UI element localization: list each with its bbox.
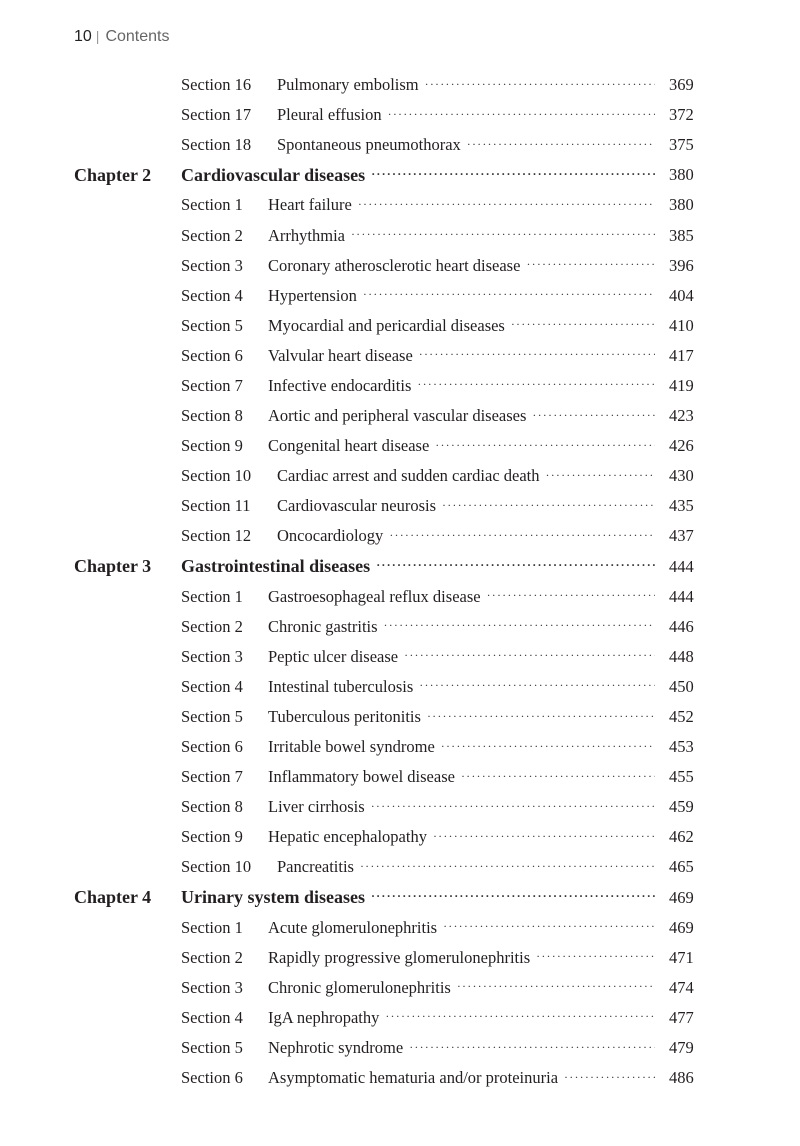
entry-page-number: 385: [669, 225, 694, 245]
entry-page-number: 396: [669, 255, 694, 275]
entry-label: Section 10: [181, 857, 252, 877]
entry-title: Intestinal tuberculosis: [268, 676, 414, 696]
dot-leader: [389, 528, 655, 543]
entry-title-line: [268, 316, 655, 336]
dot-leader: [427, 709, 655, 724]
entry-title-line: [268, 978, 655, 998]
entry-title: Pulmonary embolism: [277, 75, 419, 95]
entry-label: Section 6: [181, 1068, 243, 1088]
entry-label: Section 3: [181, 255, 243, 275]
entry-title: Inflammatory bowel disease: [268, 767, 455, 787]
entry-title: Pleural effusion: [277, 105, 382, 125]
entry-page-number: 469: [669, 887, 694, 907]
dot-leader: [409, 1040, 655, 1055]
entry-label: Section 10: [181, 466, 252, 486]
entry-title-line: [277, 526, 655, 546]
dot-leader: [360, 859, 655, 874]
toc-section-entry[interactable]: [0, 70, 800, 100]
toc-section-entry[interactable]: [0, 281, 800, 311]
entry-title-line: [268, 827, 655, 847]
toc-section-entry[interactable]: [0, 311, 800, 341]
entry-title: Arrhythmia: [268, 225, 345, 245]
entry-page-number: 426: [669, 436, 694, 456]
entry-title: Nephrotic syndrome: [268, 1038, 404, 1058]
toc-section-entry[interactable]: [0, 1003, 800, 1033]
dot-leader: [404, 648, 655, 663]
entry-title: Irritable bowel syndrome: [268, 737, 435, 757]
dot-leader: [467, 137, 655, 152]
dot-leader: [526, 257, 655, 272]
dot-leader: [433, 829, 655, 844]
page-number: 10: [74, 28, 92, 45]
entry-title-line: [277, 105, 655, 125]
entry-title-line: [268, 436, 655, 456]
toc-section-entry[interactable]: [0, 1033, 800, 1063]
toc-section-entry[interactable]: [0, 431, 800, 461]
entry-page-number: 380: [669, 195, 694, 215]
entry-label: Chapter 3: [74, 556, 152, 577]
dot-leader: [363, 287, 655, 302]
entry-label: Section 17: [181, 105, 252, 125]
table-of-contents: [0, 70, 800, 1093]
entry-title: Gastroesophageal reflux disease: [268, 586, 481, 606]
entry-title-line: [181, 165, 655, 186]
entry-page-number: 462: [669, 827, 694, 847]
page-header: [74, 28, 169, 46]
entry-title: Heart failure: [268, 195, 352, 215]
entry-page-number: 459: [669, 797, 694, 817]
entry-title-line: [268, 286, 655, 306]
entry-label: Section 7: [181, 767, 243, 787]
entry-title: Asymptomatic hematuria and/or proteinuria: [268, 1068, 559, 1088]
entry-label: Section 5: [181, 1038, 243, 1058]
entry-title-line: [268, 195, 655, 215]
entry-page-number: 380: [669, 165, 694, 185]
entry-title: Urinary system diseases: [181, 887, 365, 908]
dot-leader: [376, 558, 655, 573]
toc-section-entry[interactable]: [0, 461, 800, 491]
entry-title-line: [268, 587, 655, 607]
toc-section-entry[interactable]: [0, 672, 800, 702]
entry-title-line: [277, 135, 655, 155]
entry-title: Chronic glomerulonephritis: [268, 977, 451, 997]
entry-title-line: [268, 647, 655, 667]
entry-title: Gastrointestinal diseases: [181, 556, 371, 577]
dot-leader: [532, 408, 655, 423]
entry-title-line: [277, 75, 655, 95]
entry-page-number: 410: [669, 315, 694, 335]
dot-leader: [384, 618, 655, 633]
toc-section-entry[interactable]: [0, 220, 800, 250]
entry-page-number: 417: [669, 345, 694, 365]
entry-title-line: [268, 797, 655, 817]
entry-title: Hepatic encephalopathy: [268, 827, 427, 847]
dot-leader: [461, 769, 655, 784]
dot-leader: [546, 468, 656, 483]
entry-title-line: [277, 857, 655, 877]
entry-page-number: 446: [669, 616, 694, 636]
toc-section-entry[interactable]: [0, 251, 800, 281]
entry-page-number: 444: [669, 556, 694, 576]
dot-leader: [457, 979, 655, 994]
toc-section-entry[interactable]: [0, 852, 800, 882]
entry-title-line: [268, 346, 655, 366]
entry-title-line: [277, 496, 655, 516]
entry-title: Pancreatitis: [277, 857, 354, 877]
entry-label: Section 1: [181, 917, 243, 937]
entry-page-number: 453: [669, 737, 694, 757]
entry-page-number: 479: [669, 1038, 694, 1058]
header-separator: |: [95, 28, 100, 44]
entry-label: Section 2: [181, 616, 243, 636]
entry-label: Section 16: [181, 75, 252, 95]
entry-title-line: [268, 256, 655, 276]
entry-label: Section 9: [181, 436, 243, 456]
toc-section-entry[interactable]: [0, 822, 800, 852]
toc-chapter-entry[interactable]: [0, 883, 800, 913]
entry-label: Section 8: [181, 406, 243, 426]
toc-chapter-entry[interactable]: [0, 160, 800, 190]
entry-page-number: 469: [669, 917, 694, 937]
toc-section-entry[interactable]: [0, 973, 800, 1003]
entry-title-line: [268, 1068, 655, 1088]
entry-title: Spontaneous pneumothorax: [277, 135, 461, 155]
dot-leader: [417, 377, 655, 392]
entry-title: IgA nephropathy: [268, 1007, 380, 1027]
entry-title-line: [268, 1008, 655, 1028]
entry-label: Chapter 4: [74, 887, 152, 908]
entry-label: Section 3: [181, 977, 243, 997]
entry-label: Section 4: [181, 285, 243, 305]
entry-title-line: [268, 948, 655, 968]
dot-leader: [425, 77, 655, 92]
entry-title: Cardiovascular neurosis: [277, 496, 436, 516]
entry-page-number: 419: [669, 375, 694, 395]
dot-leader: [435, 438, 655, 453]
dot-leader: [441, 739, 655, 754]
entry-title: Peptic ulcer disease: [268, 646, 399, 666]
dot-leader: [371, 889, 655, 904]
entry-title: Congenital heart disease: [268, 436, 430, 456]
dot-leader: [443, 919, 655, 934]
toc-section-entry[interactable]: [0, 913, 800, 943]
entry-title-line: [181, 556, 655, 577]
entry-label: Section 8: [181, 797, 243, 817]
entry-page-number: 465: [669, 857, 694, 877]
toc-section-entry[interactable]: [0, 130, 800, 160]
dot-leader: [351, 227, 655, 242]
entry-title-line: [268, 226, 655, 246]
entry-title: Infective endocarditis: [268, 375, 412, 395]
toc-section-entry[interactable]: [0, 582, 800, 612]
entry-title: Aortic and peripheral vascular diseases: [268, 406, 527, 426]
entry-label: Section 7: [181, 375, 243, 395]
entry-title-line: [268, 737, 655, 757]
entry-label: Section 1: [181, 195, 243, 215]
entry-title: Acute glomerulonephritis: [268, 917, 438, 937]
entry-page-number: 404: [669, 285, 694, 305]
entry-label: Section 5: [181, 315, 243, 335]
toc-section-entry[interactable]: [0, 612, 800, 642]
entry-page-number: 375: [669, 135, 694, 155]
entry-title: Oncocardiology: [277, 526, 384, 546]
entry-page-number: 444: [669, 586, 694, 606]
dot-leader: [419, 347, 655, 362]
entry-page-number: 435: [669, 496, 694, 516]
toc-section-entry[interactable]: [0, 341, 800, 371]
toc-section-entry[interactable]: [0, 762, 800, 792]
entry-title-line: [268, 376, 655, 396]
toc-section-entry[interactable]: [0, 371, 800, 401]
entry-label: Section 11: [181, 496, 251, 516]
entry-title: Myocardial and pericardial diseases: [268, 315, 505, 335]
entry-label: Chapter 2: [74, 164, 152, 185]
entry-title-line: [268, 677, 655, 697]
toc-chapter-entry[interactable]: [0, 552, 800, 582]
entry-title: Coronary atherosclerotic heart disease: [268, 255, 521, 275]
dot-leader: [358, 197, 655, 212]
entry-title: Cardiac arrest and sudden cardiac death: [277, 466, 540, 486]
toc-section-entry[interactable]: [0, 732, 800, 762]
entry-page-number: 423: [669, 406, 694, 426]
entry-title-line: [268, 707, 655, 727]
entry-page-number: 430: [669, 466, 694, 486]
toc-section-entry[interactable]: [0, 642, 800, 672]
entry-title: Rapidly progressive glomerulonephritis: [268, 947, 531, 967]
toc-section-entry[interactable]: [0, 491, 800, 521]
dot-leader: [385, 1009, 655, 1024]
dot-leader: [419, 678, 655, 693]
entry-title-line: [277, 466, 655, 486]
dot-leader: [371, 167, 655, 182]
entry-label: Section 3: [181, 646, 243, 666]
entry-page-number: 372: [669, 105, 694, 125]
entry-label: Section 2: [181, 947, 243, 967]
toc-section-entry[interactable]: [0, 401, 800, 431]
entry-title: Hypertension: [268, 285, 357, 305]
dot-leader: [536, 949, 655, 964]
toc-section-entry[interactable]: [0, 190, 800, 220]
entry-label: Section 1: [181, 586, 243, 606]
dot-leader: [487, 588, 655, 603]
entry-page-number: 477: [669, 1007, 694, 1027]
dot-leader: [371, 799, 655, 814]
entry-page-number: 448: [669, 646, 694, 666]
running-title: Contents: [105, 28, 170, 45]
entry-title: Tuberculous peritonitis: [268, 707, 421, 727]
dot-leader: [511, 317, 655, 332]
entry-title-line: [268, 767, 655, 787]
entry-label: Section 5: [181, 707, 243, 727]
dot-leader: [564, 1070, 655, 1085]
toc-section-entry[interactable]: [0, 521, 800, 551]
entry-page-number: 369: [669, 75, 694, 95]
toc-section-entry[interactable]: [0, 100, 800, 130]
toc-section-entry[interactable]: [0, 792, 800, 822]
entry-page-number: 452: [669, 707, 694, 727]
entry-label: Section 4: [181, 1007, 243, 1027]
entry-title-line: [268, 617, 655, 637]
entry-title-line: [268, 406, 655, 426]
entry-label: Section 6: [181, 737, 243, 757]
entry-page-number: 450: [669, 676, 694, 696]
entry-label: Section 6: [181, 345, 243, 365]
toc-section-entry[interactable]: [0, 943, 800, 973]
entry-page-number: 471: [669, 947, 694, 967]
entry-label: Section 9: [181, 827, 243, 847]
dot-leader: [388, 107, 655, 122]
dot-leader: [442, 498, 655, 513]
entry-title: Chronic gastritis: [268, 616, 378, 636]
entry-page-number: 437: [669, 526, 694, 546]
entry-label: Section 18: [181, 135, 252, 155]
entry-title-line: [268, 1038, 655, 1058]
toc-section-entry[interactable]: [0, 1063, 800, 1093]
entry-title-line: [181, 887, 655, 908]
entry-page-number: 455: [669, 767, 694, 787]
entry-page-number: 474: [669, 977, 694, 997]
entry-label: Section 12: [181, 526, 252, 546]
entry-page-number: 486: [669, 1068, 694, 1088]
entry-label: Section 2: [181, 225, 243, 245]
toc-section-entry[interactable]: [0, 702, 800, 732]
entry-title-line: [268, 918, 655, 938]
entry-label: Section 4: [181, 676, 243, 696]
entry-title: Valvular heart disease: [268, 345, 413, 365]
entry-title: Liver cirrhosis: [268, 797, 365, 817]
entry-title: Cardiovascular diseases: [181, 164, 366, 185]
